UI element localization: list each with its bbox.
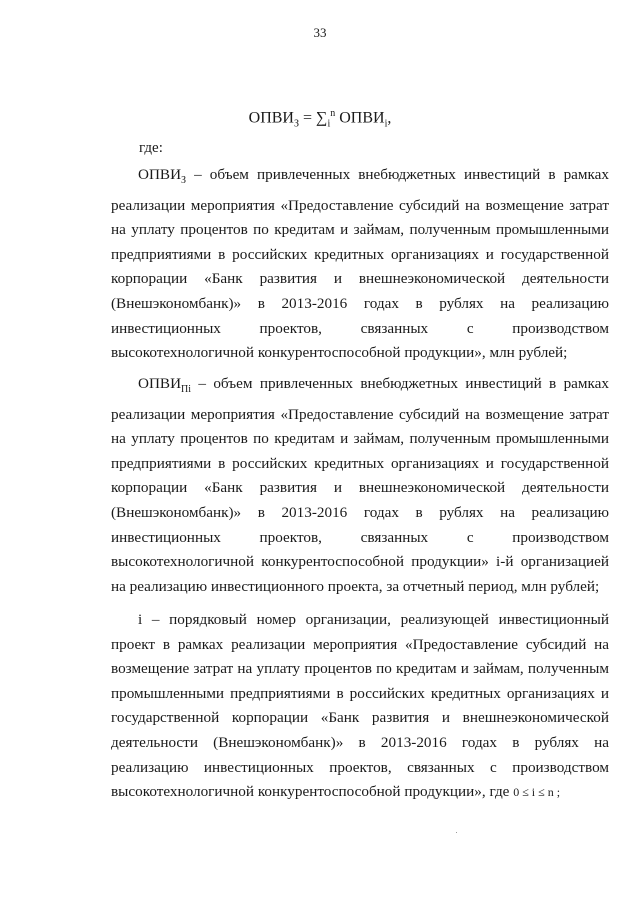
definition-paragraph <box>111 372 609 599</box>
page-number: 33 <box>313 25 327 40</box>
index-condition: 0 ≤ i ≤ n ; <box>513 785 561 800</box>
definition-paragraph <box>111 163 609 366</box>
formula <box>0 108 640 130</box>
definition-term: ОПВИ <box>138 375 182 392</box>
definition-text: – порядковый номер организации, реализующей инвестиционный проект в рамках реализации мероприятия «Предоставление субсидий на возмещение затрат на уплату процентов по кредитам и займам, полученным промышленными предприятиями в российских кредитных организациях и государственной корпорации «Банк развития и внешнеэкономической деятельности (Внешэкономбанк)» в 2013-2016 годах в рублях на реализацию инвестиционных проектов, связанных с производством высокотехнологичной конкурентоспособной продукции», где <box>111 611 609 801</box>
formula-trailing: , <box>387 109 392 127</box>
formula-rhs: ОПВИ <box>339 109 385 127</box>
formula-rhs-subscript: i <box>384 118 388 130</box>
formula-equals: = <box>303 109 313 127</box>
definition-text: – объем привлеченных внебюджетных инвестиций в рамках реализации мероприятия «Предоставление субсидий на возмещение затрат на уплату процентов по кредитам и займам, полученным промышленными предприятиями в российских кредитных организациях и государственной корпорации «Банк развития и внешнеэкономической деятельности (Внешэкономбанк)» в 2013-2016 годах в рублях на реализацию инвестиционных проектов, связанных с производством высокотехнологичной конкурентоспособной продукции», млн рублей; <box>111 166 609 362</box>
definition-term: ОПВИ <box>138 166 182 183</box>
sum-symbol: ∑ <box>316 109 328 127</box>
definition-term-subscript: З <box>181 175 187 187</box>
scan-speck <box>456 832 457 833</box>
definition-term: i <box>138 611 143 628</box>
definition-paragraph <box>111 608 609 805</box>
sum-upper-bound: n <box>330 108 336 119</box>
definition-text: – объем привлеченных внебюджетных инвестиций в рамках реализации мероприятия «Предоставление субсидий на возмещение затрат на уплату процентов по кредитам и займам, полученным промышленными предприятиями в российских кредитных организациях и государственной корпорации «Банк развития и внешнеэкономической деятельности (Внешэкономбанк)» в 2013-2016 годах в рублях на реализацию инвестиционных проектов, связанных с производством высокотехнологичной конкурентоспособной продукции» i-й организацией на реализацию инвестиционного проекта, за отчетный период, млн рублей; <box>111 375 609 595</box>
sum-lower-bound: i <box>327 118 331 130</box>
definition-term-subscript: Пi <box>181 384 192 396</box>
formula-lhs-subscript: З <box>293 118 299 130</box>
where-label: где: <box>139 140 163 156</box>
formula-lhs: ОПВИ <box>248 109 294 127</box>
